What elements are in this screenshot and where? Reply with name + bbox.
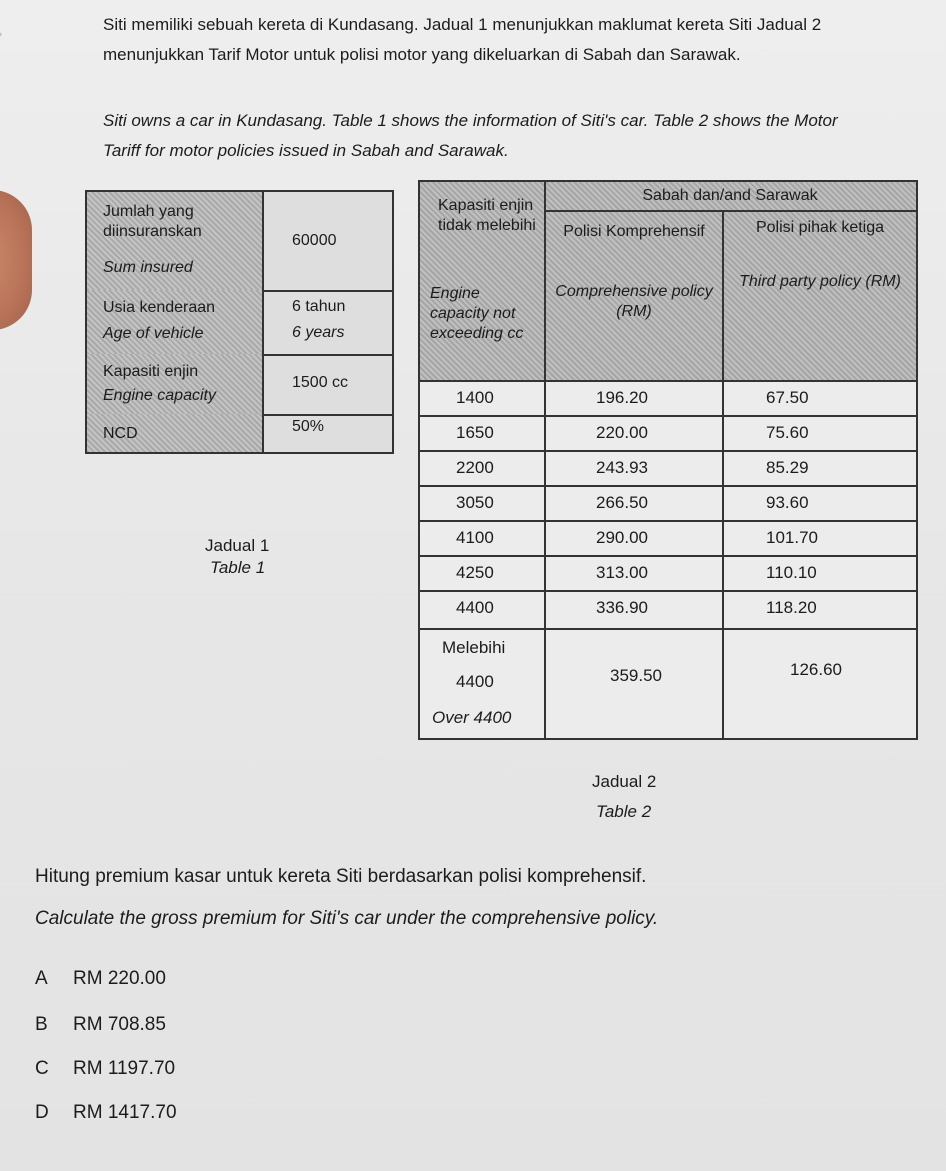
row-comprehensive: 266.50 — [596, 493, 648, 512]
intro-english: Siti owns a car in Kundasang. Table 1 shows the information of Siti's car. Table 2 shows the Motor Tariff for motor policies issued in Sabah and Sarawak. — [103, 111, 838, 160]
row-third-party: 110.10 — [766, 563, 817, 582]
table-2 — [418, 180, 918, 740]
header-capacity-ms: Kapasiti enjin tidak melebihi — [438, 197, 536, 234]
option-text: RM 708.85 — [73, 1014, 166, 1035]
row-comprehensive: 290.00 — [596, 528, 648, 547]
label-sum-insured-en: Sum insured — [103, 259, 193, 276]
row-comprehensive: 313.00 — [596, 563, 648, 582]
label-sum-insured-ms: Jumlah yang diinsuranskan — [103, 203, 202, 240]
row-third-party: 85.29 — [766, 458, 809, 477]
row-cc: 4100 — [456, 528, 494, 547]
table-2-caption-en: Table 2 — [596, 802, 652, 821]
header-region: Sabah dan/and Sarawak — [642, 187, 818, 204]
option-text: RM 220.00 — [73, 968, 166, 989]
label-vehicle-age-ms: Usia kenderaan — [103, 299, 216, 316]
header-third-party-ms: Polisi pihak ketiga — [755, 219, 885, 236]
row-comprehensive: 336.90 — [596, 598, 648, 617]
table-1-caption-en: Table 1 — [210, 558, 266, 577]
table-row — [87, 354, 392, 416]
table-1-caption-ms: Jadual 1 — [205, 536, 270, 555]
value-vehicle-age-ms: 6 tahun — [292, 298, 346, 315]
row-third-party: 118.20 — [766, 598, 817, 617]
row-cc: 1650 — [456, 423, 494, 442]
value-vehicle-age-en: 6 years — [292, 324, 345, 341]
header-third-party-en: Third party policy (RM) — [739, 273, 901, 290]
table-row — [87, 192, 392, 292]
row-third-party: 93.60 — [766, 493, 809, 512]
row-cc: 4400 — [456, 598, 494, 617]
table-row — [87, 414, 392, 452]
header-comprehensive-ms: Polisi Komprehensif — [563, 223, 705, 240]
value-engine-capacity: 1500 cc — [292, 374, 349, 391]
row-cc: 3050 — [456, 493, 494, 512]
finger-image — [0, 190, 32, 330]
row-cc: 4250 — [456, 563, 494, 582]
label-ncd: NCD — [103, 425, 138, 442]
row-comprehensive: 196.20 — [596, 388, 648, 407]
option-a[interactable] — [35, 968, 166, 990]
label-engine-capacity-ms: Kapasiti enjin — [103, 363, 199, 380]
option-b[interactable] — [35, 1014, 166, 1036]
row-third-party: 101.70 — [766, 528, 818, 547]
option-text: RM 1197.70 — [73, 1058, 176, 1079]
option-letter: D — [35, 1102, 49, 1123]
table-1 — [85, 190, 394, 454]
option-text: RM 1417.70 — [73, 1102, 177, 1123]
row-comprehensive: 220.00 — [596, 423, 648, 442]
last-row-comprehensive: 359.50 — [610, 666, 662, 685]
table-row — [87, 290, 392, 356]
last-row-cc-num: 4400 — [456, 672, 494, 691]
value-sum-insured: 60000 — [292, 232, 337, 249]
value-ncd: 50% — [292, 418, 325, 435]
row-third-party: 67.50 — [766, 388, 809, 407]
header-comprehensive-en: Comprehensive policy (RM) — [555, 283, 713, 320]
option-letter: B — [35, 1014, 48, 1035]
last-row-cc-en: Over 4400 — [432, 708, 512, 727]
label-engine-capacity-en: Engine capacity — [103, 387, 216, 404]
question-malay: Hitung premium kasar untuk kereta Siti berdasarkan polisi komprehensif. — [35, 866, 647, 887]
row-comprehensive: 243.93 — [596, 458, 648, 477]
option-c[interactable] — [35, 1058, 175, 1080]
intro-malay: Siti memiliki sebuah kereta di Kundasang. Jadual 1 menunjukkan maklumat kereta Siti Jadual 2 menunjukkan Tarif Motor untuk polisi motor yang dikeluarkan di Sabah dan Sarawak. — [103, 15, 822, 64]
pencil-image — [0, 20, 2, 169]
row-cc: 1400 — [456, 388, 494, 407]
row-cc: 2200 — [456, 458, 494, 477]
question-english: Calculate the gross premium for Siti's car under the comprehensive policy. — [35, 908, 659, 929]
row-third-party: 75.60 — [766, 423, 809, 442]
table-2-caption-ms: Jadual 2 — [592, 772, 657, 791]
option-d[interactable] — [35, 1102, 177, 1124]
label-vehicle-age-en: Age of vehicle — [103, 325, 204, 342]
last-row-cc-ms: Melebihi — [442, 638, 506, 657]
option-letter: A — [35, 968, 48, 989]
last-row-third-party: 126.60 — [790, 660, 842, 679]
option-letter: C — [35, 1058, 49, 1079]
header-capacity-en: Engine capacity not exceeding cc — [430, 285, 524, 342]
